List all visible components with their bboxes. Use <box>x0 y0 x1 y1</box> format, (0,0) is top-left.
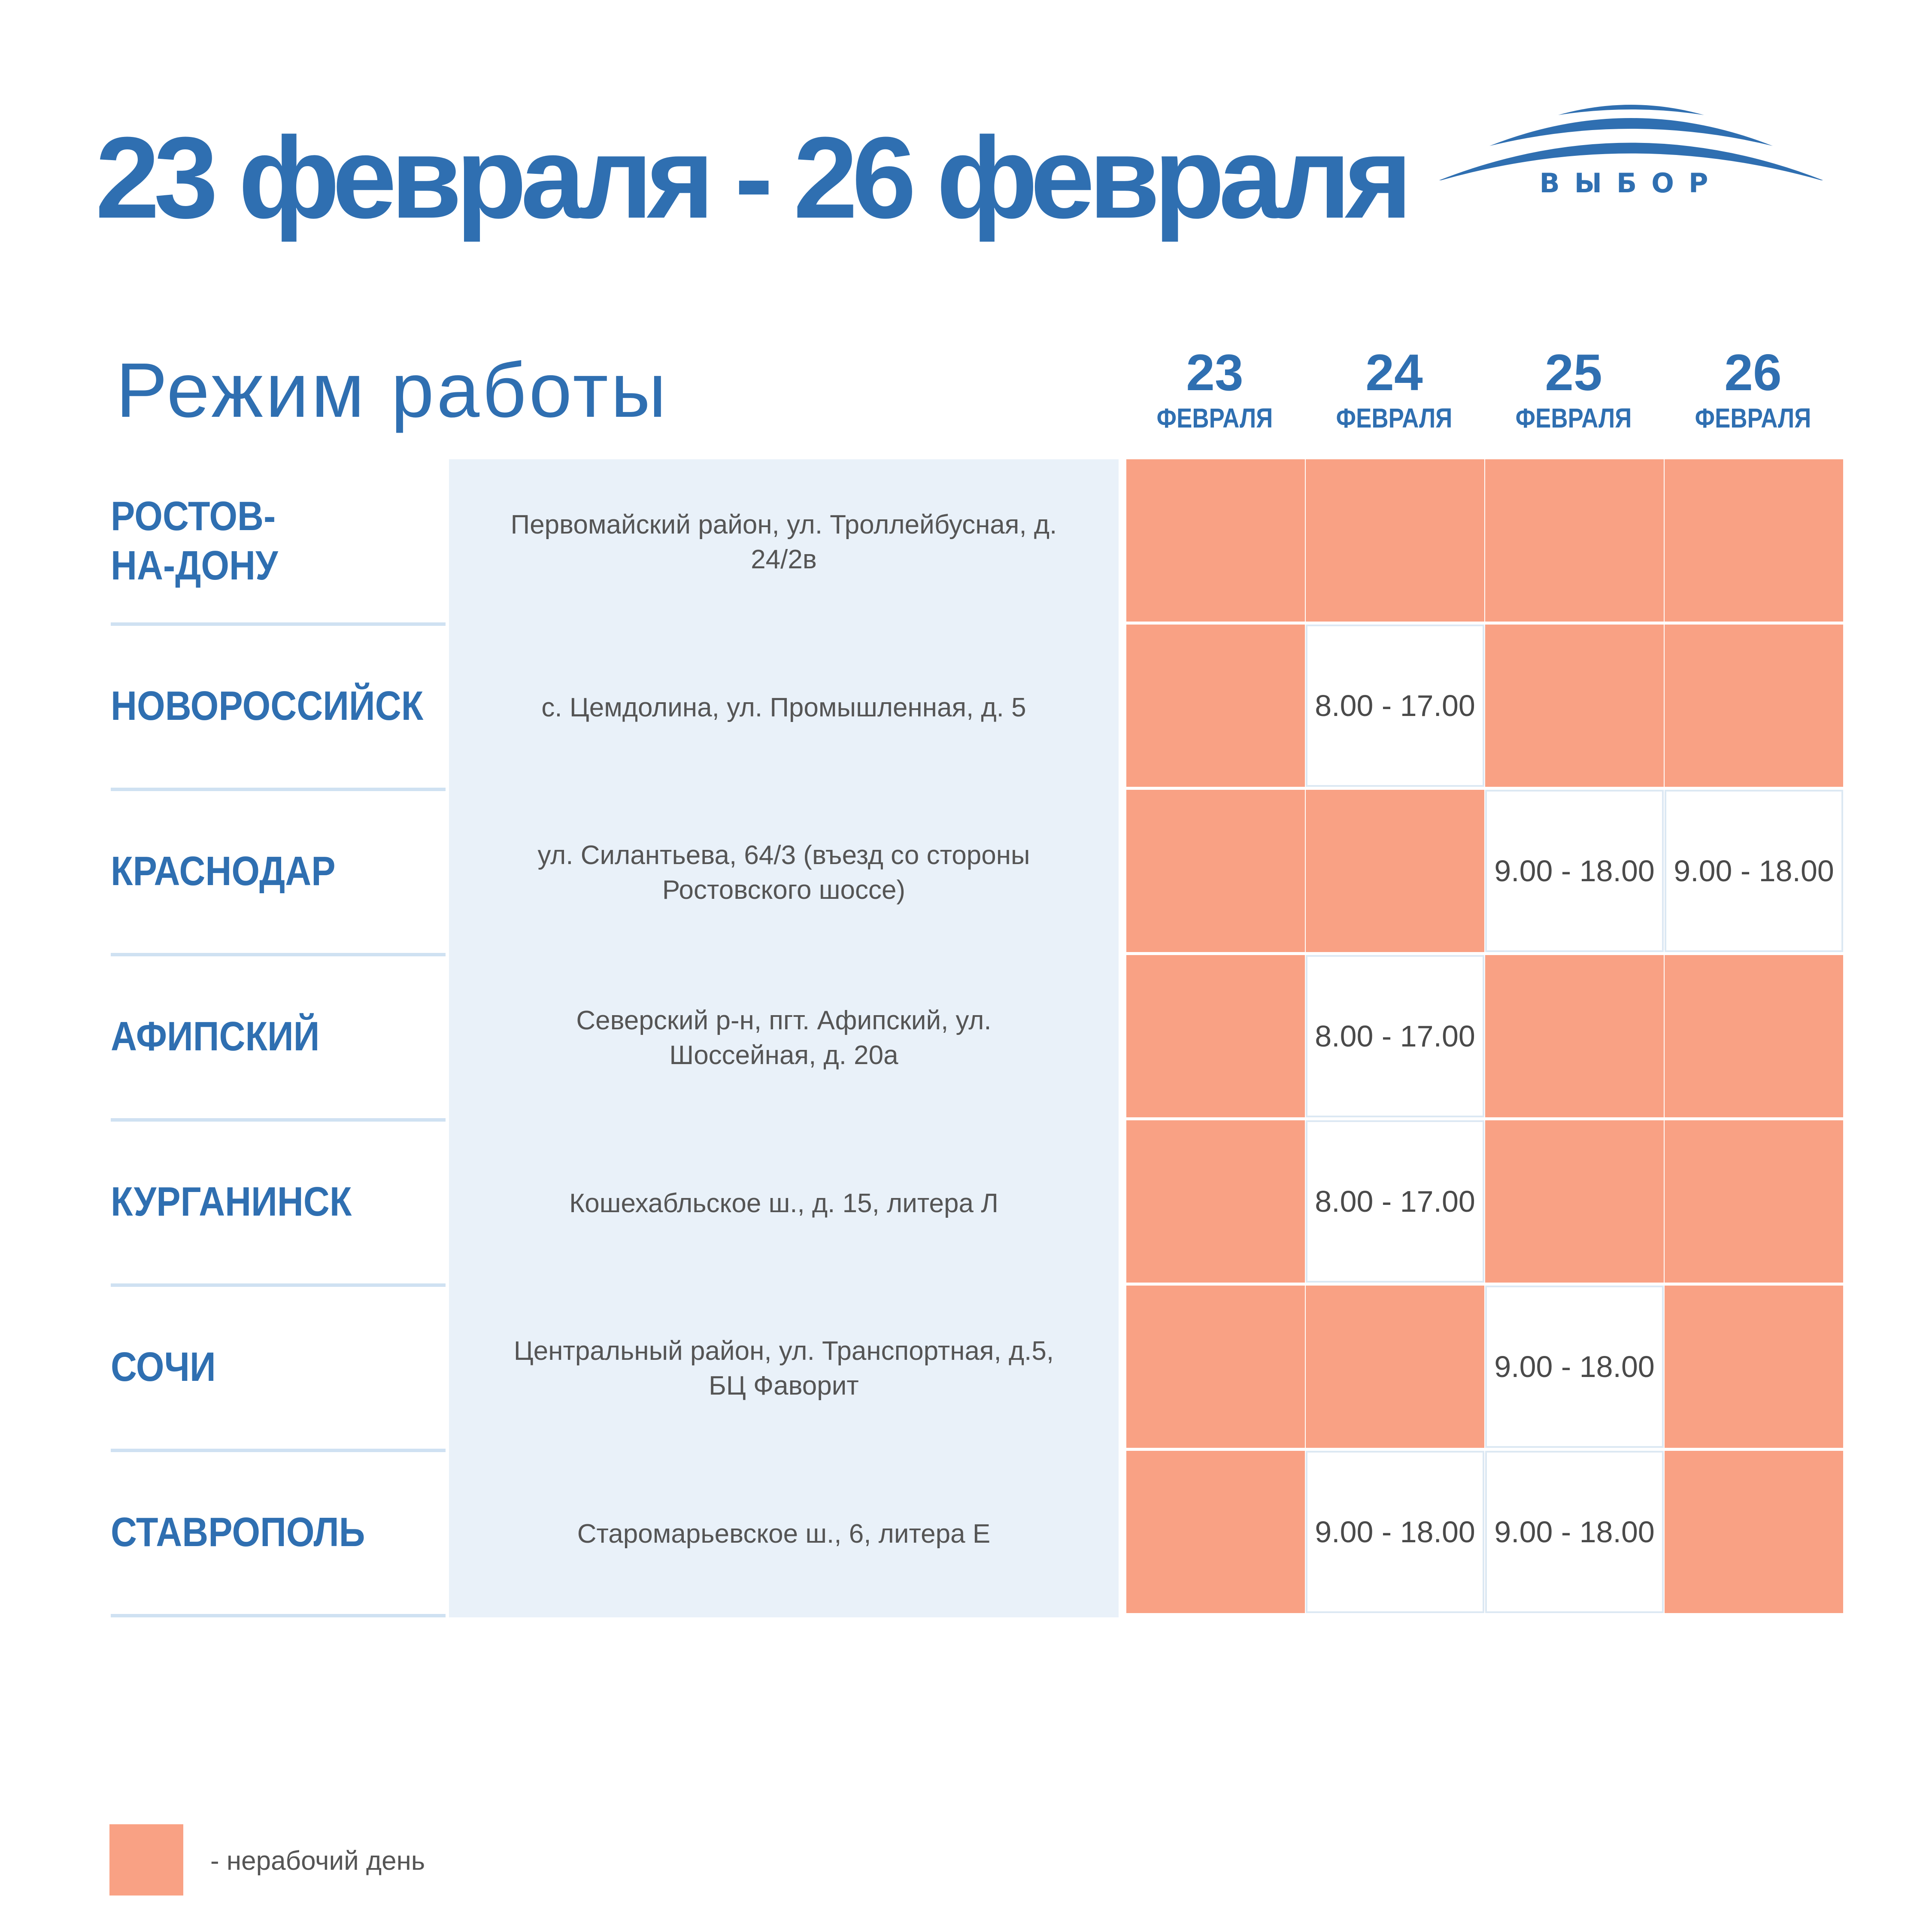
day-month: ФЕВРАЛЯ <box>1695 403 1811 434</box>
table-row <box>0 625 1932 791</box>
address-cell <box>449 459 1119 626</box>
city-name <box>111 625 446 791</box>
work-hours-cell: 8.00 - 17.00 <box>1306 955 1484 1117</box>
city-name <box>111 790 446 956</box>
address-text: ул. Силантьева, 64/3 (въезд со стороны Ростовского шоссе) <box>537 840 1030 905</box>
work-hours-cell: 9.00 - 18.00 <box>1665 790 1843 952</box>
work-hours-cell: 9.00 - 18.00 <box>1485 1286 1664 1448</box>
city-label: КУРГАНИНСК <box>111 1179 352 1225</box>
day-off-cell <box>1126 790 1305 952</box>
day-header-24 <box>1304 344 1484 434</box>
day-number: 24 <box>1365 344 1423 401</box>
day-off-cell <box>1665 459 1843 622</box>
address-text: Старомарьевское ш., 6, литера Е <box>577 1519 991 1549</box>
day-off-cell <box>1665 955 1843 1117</box>
work-hours-cell: 9.00 - 18.00 <box>1485 790 1664 952</box>
city-label: КРАСНОДАР <box>111 848 336 895</box>
address-cell <box>449 625 1119 791</box>
day-off-cell <box>1485 955 1664 1117</box>
page-title: 23 февраля - 26 февраля <box>95 113 1407 243</box>
table-row <box>0 790 1932 956</box>
day-off-cell <box>1126 1120 1305 1283</box>
city-name <box>111 1286 446 1452</box>
day-off-cell <box>1306 1286 1484 1448</box>
work-hours-cell: 9.00 - 18.00 <box>1306 1451 1484 1613</box>
legend-label: - нерабочий день <box>210 1846 425 1876</box>
day-off-cell <box>1665 625 1843 787</box>
address-cell <box>449 1451 1119 1617</box>
city-name <box>111 955 446 1122</box>
city-label: АФИПСКИЙ <box>111 1013 320 1060</box>
table-row <box>0 1286 1932 1452</box>
city-label: РОСТОВ-НА-ДОНУ <box>111 493 278 588</box>
day-off-cell <box>1306 459 1484 622</box>
day-month: ФЕВРАЛЯ <box>1515 403 1632 434</box>
section-title: Режим работы <box>116 347 669 434</box>
day-header-26 <box>1663 344 1843 434</box>
day-off-cell <box>1126 459 1305 622</box>
day-month: ФЕВРАЛЯ <box>1156 403 1273 434</box>
table-row <box>0 1451 1932 1617</box>
address-text: Кошехабльское ш., д. 15, литера Л <box>569 1188 998 1218</box>
city-name <box>111 459 446 626</box>
address-text: Северский р-н, пгт. Афипский, ул. Шоссейная, д. 20а <box>576 1006 992 1070</box>
address-cell <box>449 1286 1119 1452</box>
company-logo <box>1429 94 1833 210</box>
day-off-cell <box>1126 1451 1305 1613</box>
day-header-23 <box>1125 344 1305 434</box>
day-number: 23 <box>1186 344 1244 401</box>
address-text: с. Цемдолина, ул. Промышленная, д. 5 <box>541 692 1026 722</box>
day-header-25 <box>1483 344 1664 434</box>
address-text: Первомайский район, ул. Троллейбусная, д. 24/2в <box>510 510 1057 574</box>
address-cell <box>449 790 1119 956</box>
day-off-cell <box>1665 1120 1843 1283</box>
day-off-cell <box>1126 955 1305 1117</box>
work-hours-cell: 9.00 - 18.00 <box>1485 1451 1664 1613</box>
day-off-cell <box>1126 625 1305 787</box>
day-number: 25 <box>1545 344 1602 401</box>
day-off-cell <box>1126 1286 1305 1448</box>
day-off-cell <box>1665 1286 1843 1448</box>
table-row <box>0 1120 1932 1287</box>
work-hours-cell: 8.00 - 17.00 <box>1306 1120 1484 1283</box>
address-text: Центральный район, ул. Транспортная, д.5, БЦ Фаворит <box>513 1336 1054 1401</box>
day-off-cell <box>1485 625 1664 787</box>
table-row <box>0 955 1932 1122</box>
address-cell <box>449 955 1119 1122</box>
day-off-cell <box>1485 1120 1664 1283</box>
day-number: 26 <box>1724 344 1782 401</box>
city-name <box>111 1451 446 1617</box>
logo-text: ВЫБОР <box>1539 167 1723 199</box>
city-label: СТАВРОПОЛЬ <box>111 1509 365 1556</box>
day-off-cell <box>1485 459 1664 622</box>
city-label: НОВОРОССИЙСК <box>111 683 424 729</box>
day-off-cell <box>1306 790 1484 952</box>
legend-swatch <box>109 1824 183 1896</box>
city-label: СОЧИ <box>111 1344 216 1390</box>
work-hours-cell: 8.00 - 17.00 <box>1306 625 1484 787</box>
address-cell <box>449 1120 1119 1287</box>
day-month: ФЕВРАЛЯ <box>1336 403 1453 434</box>
city-name <box>111 1120 446 1287</box>
day-off-cell <box>1665 1451 1843 1613</box>
table-row <box>0 459 1932 626</box>
